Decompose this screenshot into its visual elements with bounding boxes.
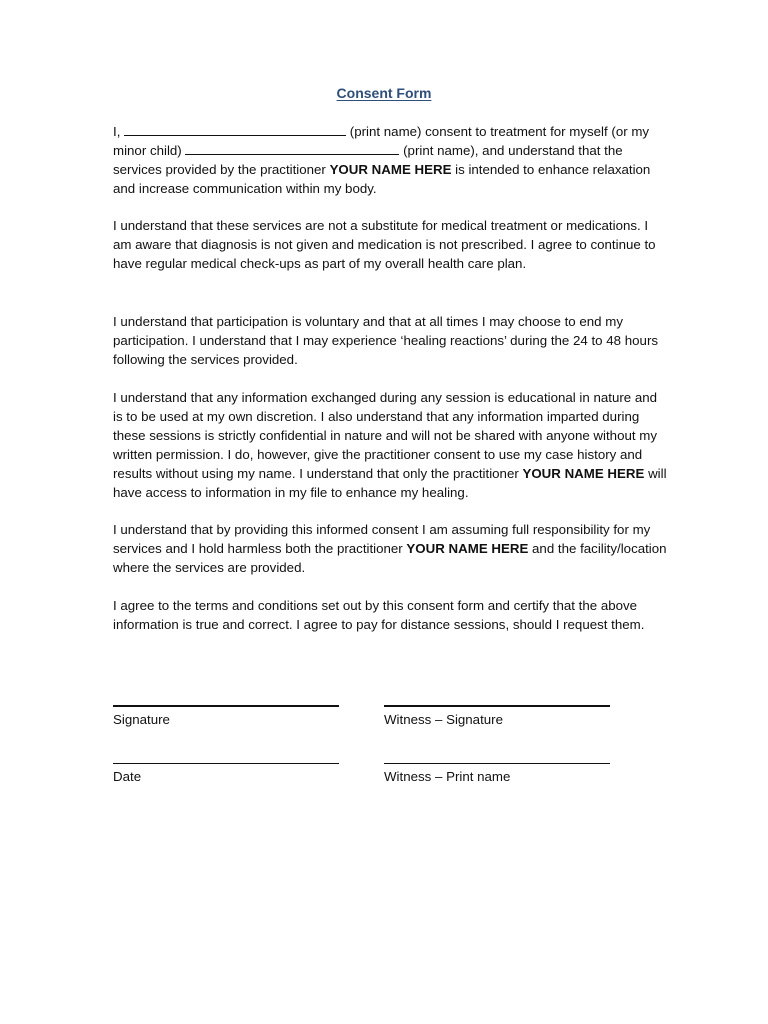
paragraph-voluntary: I understand that participation is voluntary and that at all times I may choose to end my participation. I understand that I may experience ‘healing reactions’ during the 24 to 48 hours following the services provided. [113, 314, 659, 367]
responsibility-text-b: and the facility/location where the services are provided. [113, 541, 667, 575]
minor-child-name-blank[interactable] [185, 141, 399, 155]
intro-text-c: (print name), and understand that the services provided by the practitioner [113, 143, 623, 177]
signature-label: Signature [113, 712, 170, 727]
witness-signature-label: Witness – Signature [384, 712, 503, 727]
intro-text-d: is intended to enhance relaxation and increase communication within my body. [113, 162, 651, 196]
confidential-text-b: will have access to information in my file to enhance my healing. [113, 466, 667, 500]
paragraph-not-substitute: I understand that these services are not a substitute for medical treatment or medications. I am aware that diagnosis is not given and medication is not prescribed. I agree to continue to have regular medical check-ups as part of my overall health care plan. [113, 218, 656, 271]
paragraph-agreement: I agree to the terms and conditions set out by this consent form and certify that the above information is true and correct. I agree to pay for distance sessions, should I request them. [113, 598, 645, 632]
paragraph-responsibility [113, 520, 668, 577]
witness-print-name-line[interactable] [384, 763, 610, 764]
signature-line[interactable] [113, 705, 339, 707]
title-text: Consent Form [336, 85, 432, 101]
practitioner-name-placeholder: YOUR NAME HERE [329, 162, 452, 177]
date-line[interactable] [113, 763, 339, 764]
paragraph-intro [113, 122, 668, 198]
intro-text-a: I, [113, 124, 125, 139]
intro-text-b: (print name) consent to treatment for myself (or my minor child) [113, 124, 650, 158]
witness-signature-line[interactable] [384, 705, 610, 707]
responsibility-text-a: I understand that by providing this informed consent I am assuming full responsibility for my services and I hold harmless both the practitioner [113, 522, 651, 556]
witness-print-name-label: Witness – Print name [384, 769, 511, 784]
date-label: Date [113, 769, 142, 784]
practitioner-name-placeholder: YOUR NAME HERE [406, 541, 529, 556]
confidential-text-a: I understand that any information exchanged during any session is educational in nature and is to be used at my own discretion. I also understand that any information imparted during these sessions is strictly confidential in nature and will not be shared with anyone without my written permission. I do, however, give the practitioner consent to use my case history and results without using my name. I understand that only the practitioner [113, 390, 658, 481]
practitioner-name-placeholder: YOUR NAME HERE [522, 466, 645, 481]
paragraph-confidential [113, 388, 668, 502]
page-title [0, 85, 768, 101]
print-name-blank[interactable] [124, 122, 346, 136]
